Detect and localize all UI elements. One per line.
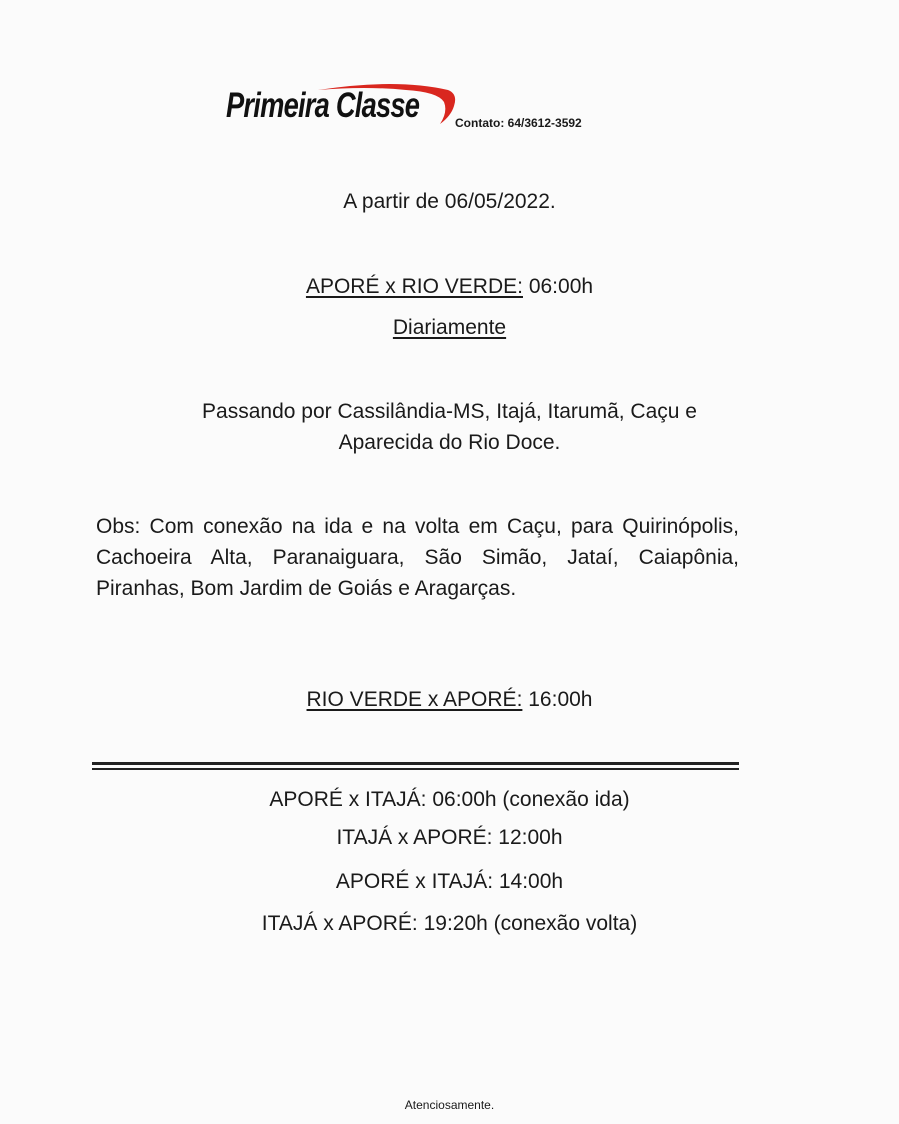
effective-date: A partir de 06/05/2022. (343, 190, 556, 213)
route-time: 06:00h (528, 275, 594, 298)
divider-thin (92, 768, 739, 770)
schedule-line: ITAJÁ x APORÉ: 12:00h (336, 826, 563, 849)
frequency-label: Diariamente (392, 316, 507, 339)
route-apore-rio-verde (0, 275, 899, 299)
via-line-1: Passando por Cassilândia-MS, Itajá, Itarumã, Caçu e (202, 400, 697, 423)
schedule-line: ITAJÁ x APORÉ: 19:20h (conexão volta) (261, 912, 638, 935)
company-logo (226, 80, 466, 134)
route-frequency (0, 316, 899, 340)
route-time: 16:00h (528, 688, 593, 711)
closing-text: Atenciosamente. (404, 1098, 495, 1112)
observation-paragraph: Obs: Com conexão na ida e na volta em Caçu, para Quirinópolis, Cachoeira Alta, Paranaiguara, São Simão, Jataí, Caiapônia, Piranhas, Bom Jardim de Goiás e Aragarças. (96, 515, 739, 600)
route-name: APORÉ x RIO VERDE: (305, 275, 523, 298)
divider-thick (92, 762, 739, 765)
logo-text: Primeira Classe (226, 86, 420, 125)
schedule-line: APORÉ x ITAJÁ: 06:00h (conexão ida) (269, 788, 630, 811)
route-name: RIO VERDE x APORÉ: (306, 688, 523, 711)
via-line-2: Aparecida do Rio Doce. (338, 431, 561, 454)
schedule-line: APORÉ x ITAJÁ: 14:00h (335, 870, 564, 893)
contact-phone: Contato: 64/3612-3592 (455, 116, 582, 130)
route-rio-verde-apore (0, 688, 899, 712)
